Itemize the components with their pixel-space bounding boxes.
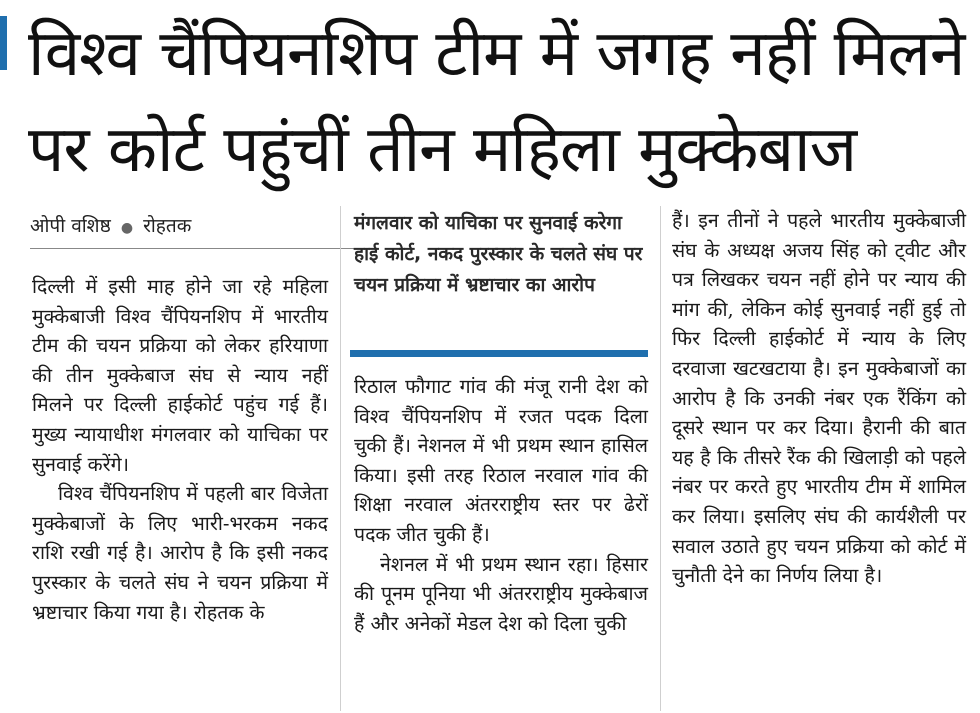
byline — [30, 212, 356, 249]
column-divider — [340, 206, 341, 711]
column-3-paragraph-1: हैं। इन तीनों ने पहले भारतीय मुक्केबाजी संघ के अध्यक्ष अजय सिंह को ट्वीट और पत्र लिखकर चयन नहीं होने पर न्याय की मांग की, लेकिन कोई सुनवाई नहीं हुई तो फिर दिल्ली हाईकोर्ट में न्याय के लिए दरवाजा खटखटाया है। इन मुक्केबाजों का आरोप है कि उनकी नंबर एक रैंकिंग को दूसरे स्थान पर कर दिया। हैरानी की बात यह है कि तीसरे रैंक की खिलाड़ी को पहले नंबर पर करते हुए भारतीय टीम में शामिल कर लिया। इसलिए संघ की कार्यशैली पर सवाल उठाते हुए चयन प्रक्रिया को कोर्ट में चुनौती देने का निर्णय लिया है। — [672, 209, 966, 588]
pullquote: मंगलवार को याचिका पर सुनवाई करेगा हाई कोर्ट, नकद पुरस्कार के चलते संघ पर चयन प्रक्रिया में भ्रष्टाचार का आरोप — [354, 212, 643, 296]
byline-location: रोहतक — [143, 215, 192, 237]
column-1-paragraph-2: विश्व चैंपियनशिप में पहली बार विजेता मुक्केबाजों के लिए भारी-भरकम नकद राशि रखी गई है। आरोप है कि इसी नकद पुरस्कार के चलते संघ ने चयन प्रक्रिया में भ्रष्टाचार किया गया है। रोहतक के — [32, 482, 328, 624]
article-column-1 — [32, 272, 328, 627]
byline-separator-dot: ● — [120, 220, 134, 236]
column-2-paragraph-2: नेशनल में भी प्रथम स्थान रहा। हिसार की पूनम पूनिया भी अंतरराष्ट्रीय मुक्केबाज हैं और अनेकों मेडल देश को दिला चुकी — [354, 552, 648, 635]
headline-line-2: पर कोर्ट पहुंचीं तीन महिला मुक्केबाज — [28, 113, 857, 187]
headline-line-1: विश्व चैंपियनशिप टीम में जगह नहीं मिलने — [28, 17, 965, 91]
column-divider — [660, 206, 661, 711]
column-1-paragraph-1: दिल्ली में इसी माह होने जा रहे महिला मुक्केबाजी विश्व चैंपियनशिप में भारतीय टीम की चयन प्रक्रिया को लेकर हरियाणा की तीन मुक्केबाज संघ से न्याय नहीं मिलने पर दिल्ली हाईकोर्ट पहुंच गई हैं। मुख्य न्यायाधीश मंगलवार को याचिका पर सुनवाई करेंगे। — [32, 275, 328, 476]
article-column-2 — [354, 372, 648, 638]
headline — [28, 6, 973, 198]
column-2-paragraph-1: रिठाल फौगाट गांव की मंजू रानी देश को विश्व चैंपियनशिप में रजत पदक दिला चुकी हैं। नेशनल में भी प्रथम स्थान हासिल किया। इसी तरह रिठाल नरवाल गांव की शिक्षा नरवाल अंतरराष्ट्रीय स्तर पर ढेरों पदक जीत चुकी हैं। — [354, 375, 648, 546]
headline-accent-bar — [0, 16, 7, 70]
byline-author: ओपी वशिष्ठ — [30, 215, 111, 237]
article-column-3 — [672, 206, 966, 591]
pullquote-rule — [350, 350, 648, 357]
